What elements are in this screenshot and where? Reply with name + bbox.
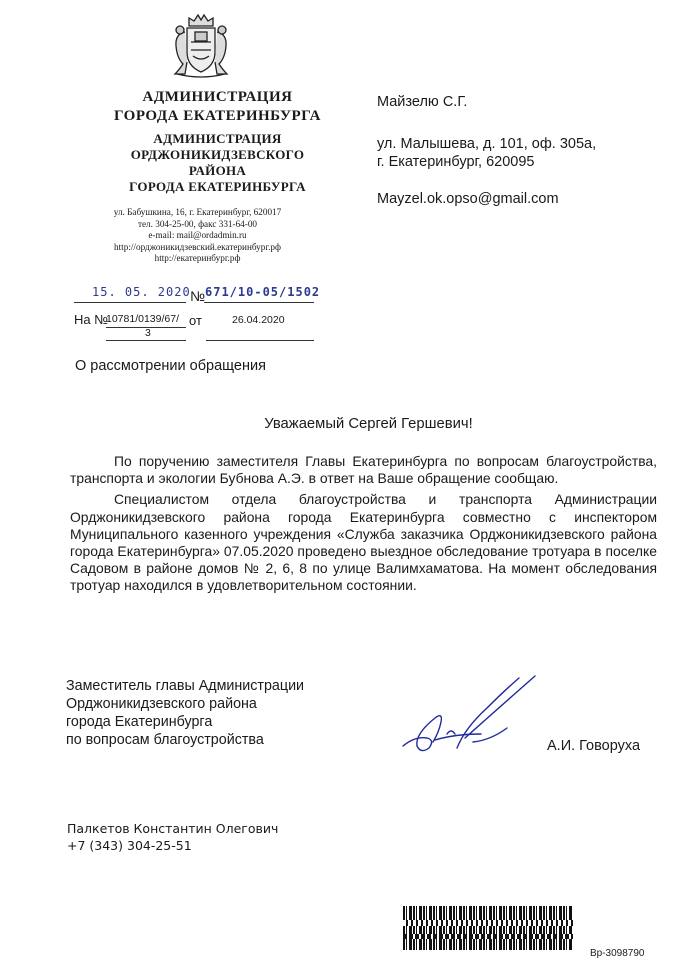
reference-date: 26.04.2020 [232,314,285,326]
executor-info [67,820,278,854]
signatory-title-line-2: Орджоникидзевского района [66,696,257,712]
letter-subject: О рассмотрении обращения [75,358,266,374]
signatory-title-line-1: Заместитель главы Администрации [66,678,305,694]
org-line-1: АДМИНИСТРАЦИЯ [142,89,293,105]
barcode-code: Вр-3098790 [590,948,645,959]
sub-org-line-2: ОРДЖОНИКИДЗЕВСКОГО [130,147,305,162]
number-sign: № [190,288,206,304]
reference-underline-2 [106,340,186,341]
registration-number: 671/10-05/1502 [205,285,321,299]
recipient-city: г. Екатеринбург, 620095 [377,154,535,170]
org-line-2: ГОРОДА ЕКАТЕРИНБУРГА [114,108,321,124]
contact-site-1: http://орджоникидзевский.екатеринбург.рф [114,241,281,252]
salutation: Уважаемый Сергей Гершевич! [264,416,473,432]
barcode-image [403,906,573,950]
executor-name: Палкетов Константин Олегович [67,821,279,836]
sub-org-line-1: АДМИНИСТРАЦИЯ [153,131,282,146]
recipient-street: ул. Малышева, д. 101, оф. 305а, [377,136,597,152]
registration-date: 15. 05. 2020 [92,285,191,299]
reference-number-1: 10781/0139/67/ [106,313,179,325]
letter-body [70,453,657,595]
coat-of-arms-emblem [167,12,235,80]
sub-org-line-3: РАЙОНА [188,163,247,178]
date-underline [74,302,186,303]
contact-email: e-mail: mail@ordadmin.ru [148,230,247,241]
contact-phone: тел. 304-25-00, факс 331-64-00 [137,218,258,229]
signatory-title [66,677,304,749]
paragraph-1: По поручению заместителя Главы Екатеринбурга по вопросам благоустройства, транспорта и экологии Бубнова А.Э. в ответ на Ваше обращение сообщаю. [70,453,657,487]
recipient-email: Mayzel.ok.opso@gmail.com [377,191,559,207]
sub-org-line-4: ГОРОДА ЕКАТЕРИНБУРГА [129,179,306,194]
executor-phone: +7 (343) 304-25-51 [67,838,192,853]
contact-site-2: http://екатеринбург.рф [154,253,241,264]
signatory-title-line-4: по вопросам благоустройства [66,732,264,748]
number-underline [204,302,314,303]
signatory-title-line-3: города Екатеринбурга [66,714,213,730]
paragraph-2: Специалистом отдела благоустройства и транспорта Администрации Орджоникидзевского района города Екатеринбурга совместно с инспектором Муниципального казенного учреждения «Служба заказчика Орджоникидзевского района города Екатеринбурга» 07.05.2020 проведено выездное обследование тротуара в поселке Садовом в районе домов № 2, 6, 8 по улице Валимхаматова. На момент обследования тротуар находился в удовлетворительном состоянии. [70,491,657,594]
signatory-name: А.И. Говоруха [547,738,641,754]
sub-organization-name [60,131,375,195]
reference-date-underline [206,340,314,341]
reference-from: от [189,313,202,328]
handwritten-signature [395,668,545,763]
recipient-name: Майзелю С.Г. [377,94,468,110]
contact-info [40,207,355,265]
organization-name [60,88,375,126]
reference-number-2: 3 [145,327,151,339]
contact-address: ул. Бабушкина, 16, г. Екатеринбург, 620017 [113,207,282,217]
reference-prefix: На № [74,312,109,327]
